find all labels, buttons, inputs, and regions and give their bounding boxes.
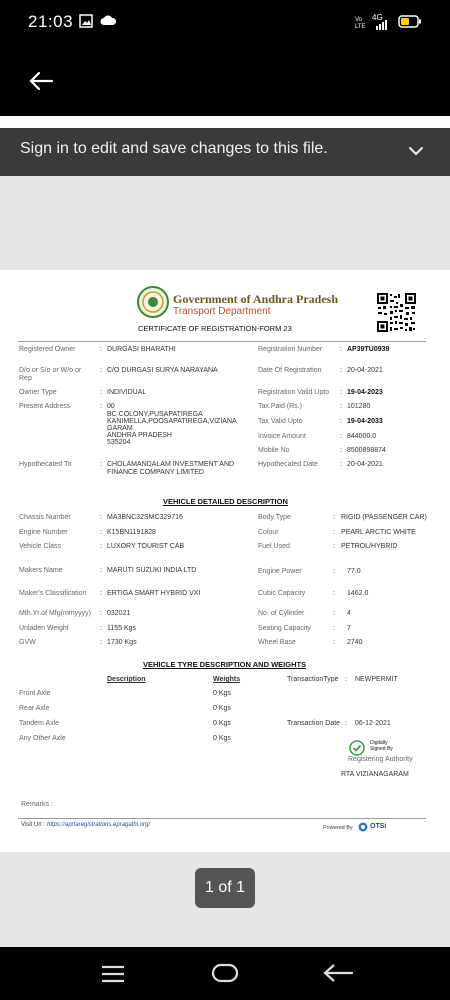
- label-mfg: Mth.Yr.of Mfg(mmyyyy): [19, 610, 91, 617]
- colon: :: [340, 403, 342, 410]
- label-unladen: Unladen Weight: [19, 625, 69, 632]
- tyre-row-value: 0 Kgs: [213, 690, 231, 697]
- value-relation: C/O DURGASI SURYA NARAYANA: [107, 367, 218, 374]
- address-line: GARAM: [107, 425, 133, 432]
- label-seat: Seating Capacity: [258, 625, 311, 632]
- colon: :: [340, 346, 342, 353]
- status-time: 21:03: [28, 12, 74, 31]
- visit-label: Visit Url :: [21, 822, 45, 828]
- tyre-weights-header: Weights: [213, 676, 241, 683]
- label-power: Engine Power: [258, 568, 302, 575]
- back-nav-icon[interactable]: [320, 962, 356, 984]
- colon: :: [333, 610, 335, 617]
- colon: :: [340, 418, 342, 425]
- value-cc: 1462.0: [347, 590, 369, 597]
- network-type: 4G: [372, 13, 383, 22]
- label-tax-valid: Tax Valid Upto: [258, 418, 303, 425]
- colon: :: [333, 543, 335, 550]
- colon: :: [100, 543, 102, 550]
- footer-divider: [18, 818, 426, 819]
- value-invoice: 844000.0: [347, 433, 377, 440]
- tyre-row-label: Rear Axle: [19, 705, 50, 712]
- colon: :: [340, 447, 342, 454]
- label-class: Vehicle Class: [19, 543, 62, 550]
- value-fuel: PETROL/HYBRID: [341, 543, 398, 550]
- colon: :: [100, 529, 102, 536]
- address-line: 535204: [107, 439, 131, 446]
- back-arrow-icon[interactable]: [22, 66, 62, 96]
- tyre-row-value: 0 Kgs: [213, 735, 231, 742]
- app-bar: [0, 44, 450, 116]
- label-relation: D/o or S/o or W/o or Rep: [19, 367, 82, 382]
- value-hypothecated: CHOLAMANDALAM INVESTMENT AND FINANCE COMPANY LIMITED: [107, 461, 235, 476]
- navigation-bar: [0, 947, 450, 1000]
- document-page: [0, 270, 450, 852]
- home-icon[interactable]: [210, 962, 240, 984]
- gov-title: Government of Andhra Pradesh: [173, 292, 338, 306]
- colon: :: [100, 461, 102, 468]
- colon: :: [340, 433, 342, 440]
- label-valid: Registration Valid Upto: [258, 389, 330, 396]
- signed-check-icon: [349, 740, 365, 756]
- label-hyp-date: Hypothecated Date: [258, 461, 318, 468]
- rta: RTA VIZIANAGARAM: [341, 771, 409, 778]
- value-classification: ERTIGA SMART HYBRID VXI: [107, 590, 201, 597]
- banner-text: Sign in to edit and save changes to this file.: [20, 140, 328, 157]
- value-makers: MARUTI SUZUKI INDIA LTD: [107, 567, 197, 574]
- value-chassis: MA3BNC32SMC329716: [107, 514, 183, 521]
- value-wheelbase: 2740: [347, 639, 363, 646]
- value-tax-valid: 19-04-2033: [347, 418, 383, 425]
- colon: :: [340, 367, 342, 374]
- value-unladen: 1155 Kgs: [107, 625, 137, 632]
- value-transaction-date: 06-12-2021: [355, 720, 391, 727]
- colon: :: [100, 567, 102, 574]
- colon: :: [333, 639, 335, 646]
- label-body: Body Type: [258, 514, 291, 521]
- cloud-icon: [100, 14, 116, 26]
- signed-line2: Signed By: [370, 746, 393, 752]
- signal-icon: [370, 20, 390, 30]
- address-line: ANDHRA PRADESH: [107, 432, 172, 439]
- value-engine: K15BN1191828: [107, 529, 156, 536]
- otsi-logo-icon: [358, 822, 368, 832]
- powered-by: Powered By: [323, 825, 353, 831]
- recents-menu-icon[interactable]: [100, 964, 126, 984]
- colon: :: [345, 676, 347, 683]
- value-mfg: 032021: [107, 610, 131, 617]
- value-gvw: 1730 Kgs: [107, 639, 137, 646]
- label-registered-owner: Registered Owner: [19, 346, 76, 353]
- value-reg-no: AP39TU0939: [347, 346, 390, 353]
- value-registered-owner: DURGASI BHARATHI: [107, 346, 176, 353]
- address-line: 00: [107, 403, 115, 410]
- remarks-label: Remarks :: [21, 801, 53, 808]
- header-divider: [18, 341, 426, 342]
- value-valid: 19-04-2023: [347, 389, 383, 396]
- colon: :: [333, 590, 335, 597]
- label-chassis: Chassis Number: [19, 514, 71, 521]
- colon: :: [100, 389, 102, 396]
- value-colour: PEARL ARCTIC WHITE: [341, 529, 416, 536]
- value-owner-type: INDIVIDUAL: [107, 389, 147, 396]
- value-tax-paid: 101280: [347, 403, 371, 410]
- value-hyp-date: 20-04-2021: [347, 461, 383, 468]
- address-line: BC COLONY,PUSAPATIREGA: [107, 411, 203, 418]
- colon: :: [333, 529, 335, 536]
- cert-title: CERTIFICATE OF REGISTRATION-FORM 23: [138, 324, 292, 333]
- colon: :: [100, 610, 102, 617]
- colon: :: [345, 720, 347, 727]
- label-owner-type: Owner Type: [19, 389, 57, 396]
- colon: :: [100, 625, 102, 632]
- label-makers: Makers Name: [19, 567, 63, 574]
- page-indicator: 1 of 1: [195, 868, 255, 908]
- tyre-row-value: 0 Kgs: [213, 720, 231, 727]
- tyre-row-value: 0 Kgs: [213, 705, 231, 712]
- colon: :: [100, 346, 102, 353]
- svg-text:LTE: LTE: [355, 24, 366, 29]
- label-hypothecated: Hypothecated To: [19, 461, 72, 468]
- colon: :: [100, 403, 102, 410]
- value-power: 77.0: [347, 568, 361, 575]
- value-date-reg: 20-04-2021: [347, 367, 383, 374]
- label-tax-paid: Tax Paid (Rs.): [258, 403, 302, 410]
- label-transaction-date: Transaction Date: [287, 720, 341, 727]
- gallery-icon: [79, 14, 93, 28]
- tyre-row-label: Front Axle: [19, 690, 51, 697]
- label-engine: Engine Number: [19, 529, 68, 536]
- otsi-label: OTSi: [370, 823, 387, 830]
- dept-title: Transport Department: [173, 306, 271, 317]
- tyre-row-label: Tandem Axle: [19, 720, 60, 727]
- address-line: KANIMELLA,POOSAPATIREGA,VIZIANA: [107, 418, 237, 425]
- colon: :: [100, 639, 102, 646]
- colon: :: [340, 461, 342, 468]
- signin-banner[interactable]: [0, 116, 450, 176]
- status-bar: [0, 0, 450, 44]
- label-transaction-type: TransactionType: [287, 676, 339, 683]
- value-cyl: 4: [347, 610, 351, 617]
- label-colour: Colour: [258, 529, 279, 536]
- label-cc: Cubic Capacity: [258, 590, 306, 597]
- label-date-reg: Date Of Registration: [258, 367, 322, 374]
- label-classification: Maker's Classification: [19, 590, 87, 597]
- label-fuel: Fuel Used: [258, 543, 290, 550]
- colon: :: [333, 514, 335, 521]
- value-class: LUXORY TOURIST CAB: [107, 543, 185, 550]
- tyre-desc-header: Description: [107, 676, 146, 683]
- svg-text:Vo: Vo: [355, 17, 363, 23]
- label-address: Present Address: [19, 403, 71, 410]
- label-wheelbase: Wheel Base: [258, 639, 296, 646]
- colon: :: [340, 389, 342, 396]
- visit-url-link[interactable]: https://aprtaregistrations.epragathi.org/: [47, 822, 151, 828]
- colon: :: [333, 625, 335, 632]
- registering-authority: Registering Authority: [348, 756, 413, 763]
- colon: :: [100, 514, 102, 521]
- label-cyl: No. of Cylinder: [258, 610, 305, 617]
- value-body: RIGID (PASSENGER CAR): [341, 514, 427, 521]
- label-gvw: GVW: [19, 639, 36, 646]
- value-seat: 7: [347, 625, 351, 632]
- label-reg-no: Registration Number: [258, 346, 323, 353]
- tyre-row-label: Any Other Axle: [19, 735, 66, 742]
- colon: :: [100, 590, 102, 597]
- battery-icon: [398, 15, 422, 28]
- label-invoice: Invoice Amount: [258, 433, 306, 440]
- colon: :: [333, 568, 335, 575]
- colon: :: [100, 367, 102, 374]
- signed-line1: Digitally: [370, 740, 388, 746]
- value-mobile: 8500898874: [347, 447, 386, 454]
- label-mobile: Mobile No: [258, 447, 290, 454]
- volte-icon: [355, 15, 369, 29]
- tyre-section-title: VEHICLE TYRE DESCRIPTION AND WEIGHTS: [143, 660, 307, 669]
- chevron-down-icon[interactable]: [404, 143, 428, 159]
- qr-code-icon: [376, 292, 417, 333]
- value-transaction-type: NEWPERMIT: [355, 676, 398, 683]
- vehicle-section-title: VEHICLE DETAILED DESCRIPTION: [163, 497, 288, 506]
- ap-emblem-icon: [137, 286, 169, 318]
